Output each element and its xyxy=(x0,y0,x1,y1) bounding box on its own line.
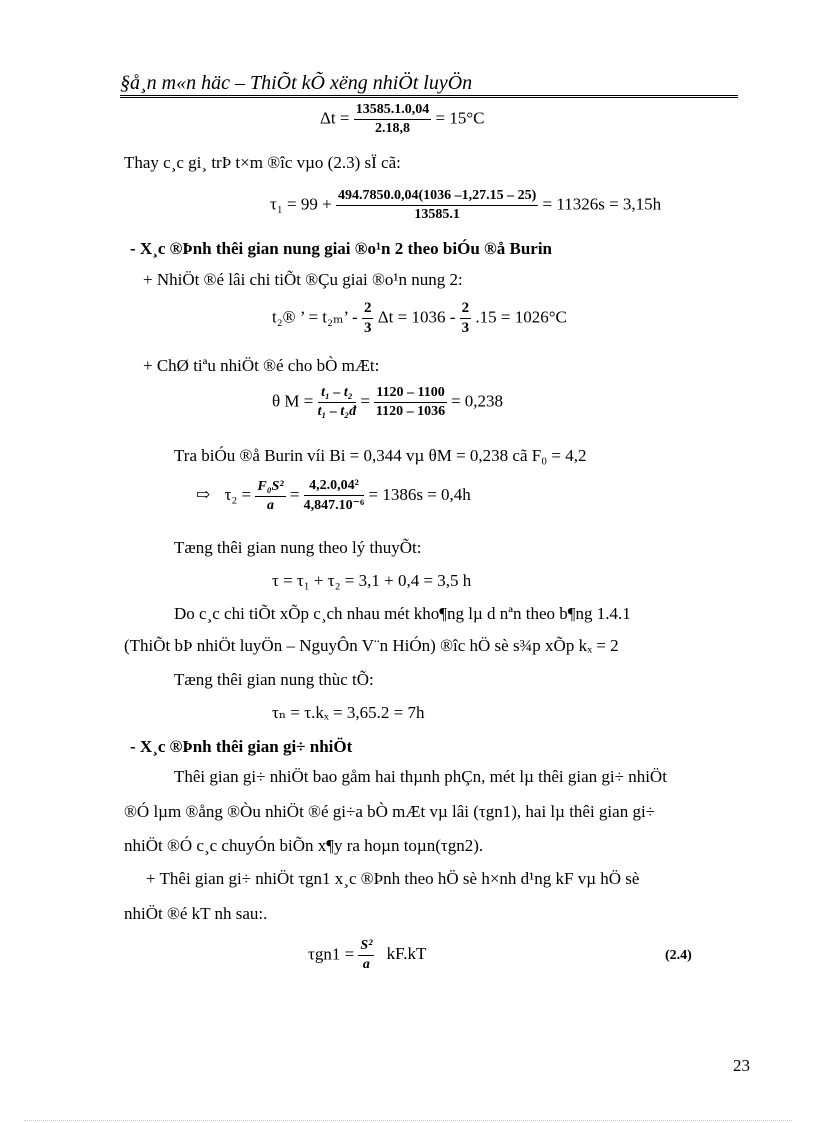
eq4-n2: 1120 – 1100 xyxy=(374,385,446,403)
paragraph-arrangement-2: (ThiÕt bÞ nhiÖt luyÖn – NguyÔn V¨n HiÓn) ®îc hÖ sè s¾p xÕp kₓ = 2 xyxy=(124,636,619,655)
eq1-num: 13585.1.0,04 xyxy=(354,102,432,120)
eq2-den: 13585.1 xyxy=(414,207,460,222)
eq8-den: a xyxy=(362,957,370,972)
page-number: 23 xyxy=(733,1056,750,1075)
eq5-n2: 4,2.0,04² xyxy=(304,478,365,496)
equation-tau1 xyxy=(270,188,661,223)
eq4-n1: t₁ – t₂ xyxy=(318,385,357,403)
eq3-d2: 3 xyxy=(461,320,470,336)
paragraph-holding-2: ®Ó lµm ®ång ®Òu nhiÖt ®é gi÷a bÒ mÆt vµ lâi (τgn1), hai lµ thêi gian gi÷ xyxy=(124,802,656,821)
paragraph-holding-5: nhiÖt ®é kT nh sau:. xyxy=(124,904,268,923)
text-burin-lookup: Tra biÓu ®å Burin víi Bi = 0,344 vµ θM = 0,238 cã F₀ = 4,2 xyxy=(174,446,587,465)
eq1-rhs: = 15°C xyxy=(435,108,485,128)
header-rule xyxy=(120,95,738,98)
eq8-lhs: τgn1 = xyxy=(308,944,355,964)
text-thay: Thay c¸c gi¸ trÞ t×m ®îc vµo (2.3) sÏ cã: xyxy=(124,153,401,172)
eq4-d2: 1120 – 1036 xyxy=(375,404,446,419)
equation-theta xyxy=(272,385,503,420)
eq5-d1: a xyxy=(266,497,274,513)
eq3-n2: 2 xyxy=(460,300,472,319)
text-surface-criterion: + ChØ tiªu nhiÖt ®é cho bÒ mÆt: xyxy=(143,356,380,375)
eq8-num: S² xyxy=(358,938,374,956)
eq3-d1: 3 xyxy=(363,320,372,336)
eq8-rhs: kF.kT xyxy=(386,944,427,964)
implies-arrow-icon: ⇨ xyxy=(196,484,211,504)
eq5-n1: F₀S² xyxy=(255,479,285,497)
eq1-lhs: Δt = xyxy=(320,108,350,128)
equation-t2 xyxy=(272,300,567,337)
equation-label: (2.4) xyxy=(665,948,692,963)
paragraph-holding-1: Thêi gian gi÷ nhiÖt bao gåm hai thµnh phÇn, mét lµ thêi gian gi÷ nhiÖt xyxy=(174,767,667,786)
equation-delta-t xyxy=(320,102,484,137)
paragraph-holding-4: + Thêi gian gi÷ nhiÖt τgn1 x¸c ®Þnh theo hÖ sè h×nh d¹ng kF vµ hÖ sè xyxy=(146,869,640,888)
eq4-lhs: θ M = xyxy=(272,391,314,411)
eq4-eq: = xyxy=(360,391,370,411)
eq4-d1: t₁ – t₂đ xyxy=(317,404,357,419)
equation-tau-n: τₙ = τ.kₓ = 3,65.2 = 7h xyxy=(272,703,425,722)
eq3-rhs: .15 = 1026°C xyxy=(475,307,567,327)
equation-tau2 xyxy=(196,478,471,514)
equation-tau-gn1 xyxy=(308,938,426,973)
section-heading-stage2: - X¸c ®Þnh thêi gian nung giai ®o¹n 2 theo biÓu ®å Burin xyxy=(130,239,552,258)
bottom-divider xyxy=(24,1120,792,1121)
page-header: §å¸n m«n häc – ThiÕt kÕ xëng nhiÖt luyÖn xyxy=(120,72,473,94)
text-total-actual: Tæng thêi gian nung thùc tÕ: xyxy=(174,670,374,689)
eq2-num: 494.7850.0,04(1036 –1,27.15 – 25) xyxy=(336,188,538,206)
eq5-lhs: τ₂ = xyxy=(224,484,252,504)
text-total-theory: Tæng thêi gian nung theo lý thuyÕt: xyxy=(174,538,422,557)
equation-tau-total: τ = τ₁ + τ₂ = 3,1 + 0,4 = 3,5 h xyxy=(272,571,472,590)
eq1-den: 2.18,8 xyxy=(375,121,410,136)
eq3-n1: 2 xyxy=(362,300,374,319)
paragraph-holding-3: nhiÖt ®Ó c¸c chuyÓn biÕn x¶y ra hoµn toµn(τgn2). xyxy=(124,836,484,855)
eq5-d2: 4,847.10⁻⁶ xyxy=(303,498,365,513)
text-core-temperature: + NhiÖt ®é lâi chi tiÕt ®Çu giai ®o¹n nung 2: xyxy=(143,270,463,289)
eq3-lhs: t₂® ’ = t₂ₘ’ - xyxy=(272,307,358,327)
eq5-eq: = xyxy=(289,484,300,504)
paragraph-arrangement-1: Do c¸c chi tiÕt xÕp c¸ch nhau mét kho¶ng lµ d nªn theo b¶ng 1.4.1 xyxy=(174,604,631,623)
section-heading-holding: - X¸c ®Þnh thêi gian gi÷ nhiÖt xyxy=(130,737,353,756)
eq4-rhs: = 0,238 xyxy=(450,391,504,411)
eq2-rhs: = 11326s = 3,15h xyxy=(542,194,662,214)
eq2-lhs: τ₁ = 99 + xyxy=(270,194,332,214)
eq5-rhs: = 1386s = 0,4h xyxy=(368,484,471,504)
eq3-mid: Δt = 1036 - xyxy=(377,307,456,327)
